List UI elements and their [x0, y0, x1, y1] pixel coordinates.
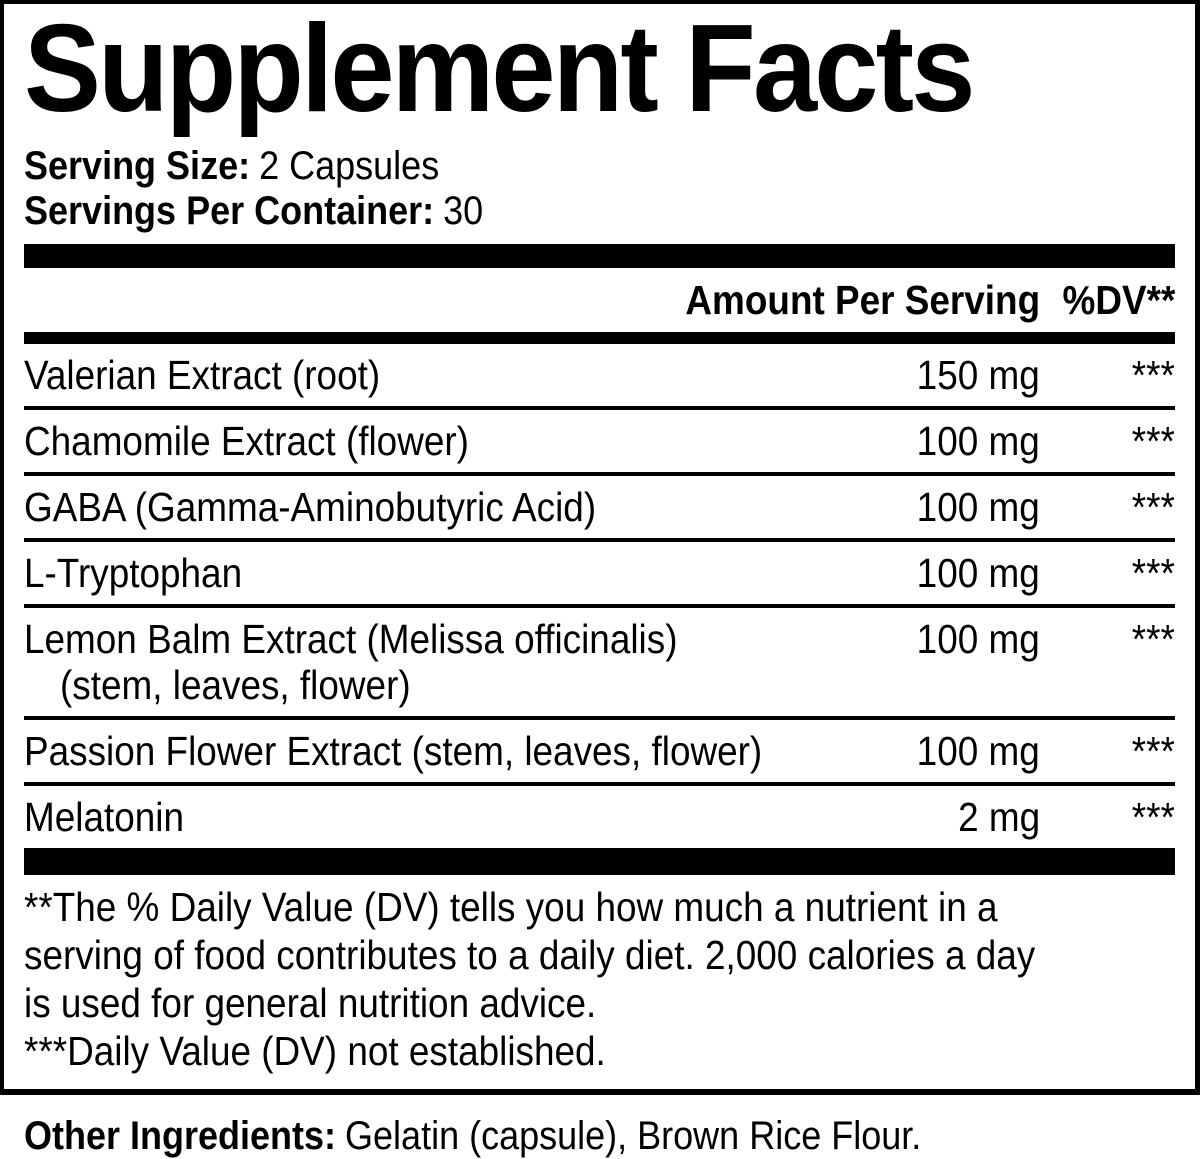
ingredient-amount: 100 mg [916, 728, 1040, 774]
serving-size-line [24, 144, 1175, 189]
serving-size-label: Serving Size: [24, 144, 251, 188]
supplement-facts-title [24, 0, 1175, 138]
ingredient-name: Chamomile Extract (flower) [24, 418, 469, 464]
footnote-separator-bar [24, 848, 1175, 875]
ingredient-name: Passion Flower Extract (stem, leaves, flower) [24, 728, 763, 774]
header-separator-bar [24, 332, 1175, 344]
footnote-line: ***Daily Value (DV) not established. [24, 1028, 606, 1074]
ingredient-row-melatonin [24, 786, 1175, 848]
ingredient-dv: *** [1131, 728, 1175, 774]
ingredient-name: Valerian Extract (root) [24, 352, 381, 398]
ingredient-name: Melatonin [24, 794, 185, 840]
ingredient-amount: 100 mg [916, 550, 1040, 596]
servings-per-container-value: 30 [443, 189, 484, 233]
footnotes [24, 875, 1175, 1083]
ingredient-amount: 100 mg [916, 484, 1040, 530]
ingredient-row-valerian [24, 344, 1175, 406]
ingredient-amount: 150 mg [916, 352, 1040, 398]
ingredient-name: L-Tryptophan [24, 550, 243, 596]
top-separator-bar [24, 244, 1175, 268]
dv-header-cell [1040, 278, 1175, 323]
other-ingredients-value: Gelatin (capsule), Brown Rice Flour. [345, 1114, 922, 1158]
other-ingredients-label: Other Ingredients: [24, 1114, 337, 1158]
supplement-facts-title-text: Supplement Facts [24, 0, 973, 138]
ingredient-amount: 100 mg [916, 418, 1040, 464]
amount-per-serving-header: Amount Per Serving [685, 277, 1040, 323]
footnote-line: is used for general nutrition advice. [24, 980, 597, 1026]
ingredient-row-chamomile [24, 410, 1175, 472]
ingredient-row-gaba [24, 476, 1175, 538]
ingredient-amount: 100 mg [916, 616, 1040, 662]
dv-header: %DV** [1062, 277, 1175, 323]
ingredient-row-lemon-balm [24, 608, 1175, 716]
ingredient-row-l-tryptophan [24, 542, 1175, 604]
ingredient-dv: *** [1131, 418, 1175, 464]
ingredient-dv: *** [1131, 616, 1175, 662]
other-ingredients-line [24, 1113, 1200, 1159]
servings-per-container-label: Servings Per Container: [24, 189, 435, 233]
footnote-line: **The % Daily Value (DV) tells you how much a nutrient in a [24, 884, 998, 930]
ingredient-dv: *** [1131, 794, 1175, 840]
ingredient-amount: 2 mg [957, 794, 1040, 840]
ingredient-dv: *** [1131, 484, 1175, 530]
servings-per-container-line [24, 189, 1175, 234]
ingredient-row-passion-flower [24, 720, 1175, 782]
ingredient-name-line1: Lemon Balm Extract (Melissa officinalis) [24, 616, 678, 662]
serving-info [24, 144, 1175, 234]
footnote-line: serving of food contributes to a daily diet. 2,000 calories a day [24, 932, 1036, 978]
column-header-row [24, 268, 1175, 332]
ingredient-name: GABA (Gamma-Aminobutyric Acid) [24, 484, 597, 530]
ingredient-name-line2: (stem, leaves, flower) [60, 662, 411, 708]
ingredient-dv: *** [1131, 550, 1175, 596]
ingredient-name [24, 616, 825, 708]
serving-size-value: 2 Capsules [259, 144, 440, 188]
ingredient-dv: *** [1131, 352, 1175, 398]
